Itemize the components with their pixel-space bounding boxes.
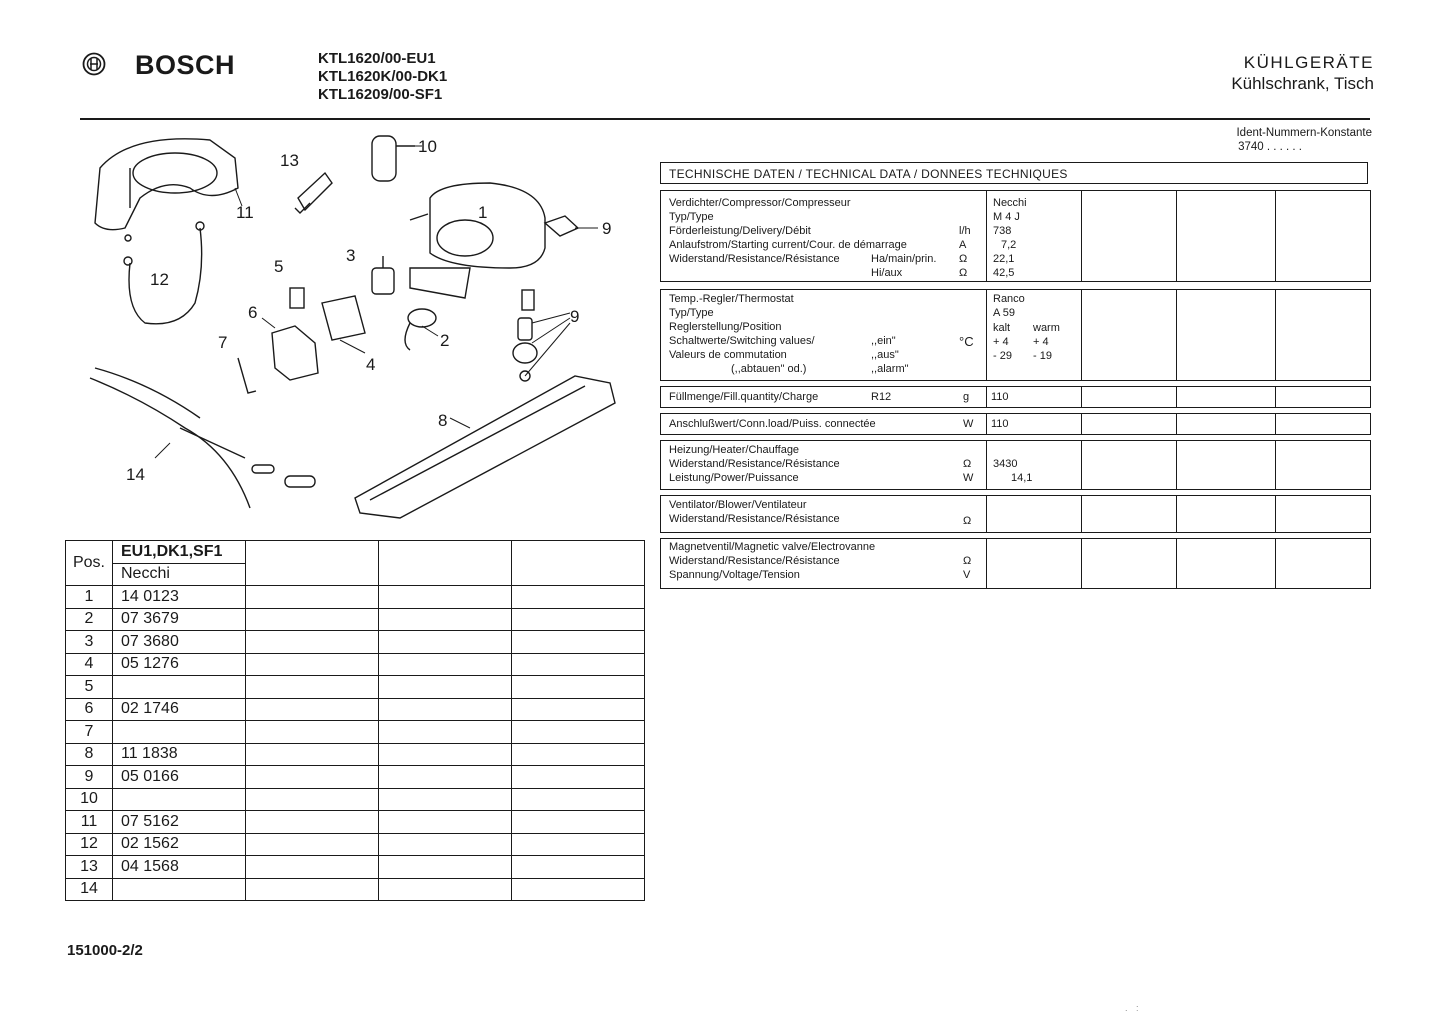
cover-part bbox=[272, 326, 318, 380]
pos-cell: 11 bbox=[66, 811, 113, 834]
empty-cell bbox=[512, 541, 645, 586]
spec-value: + 4 bbox=[1033, 336, 1049, 348]
spec-unit: Ω bbox=[963, 458, 972, 470]
part-number-cell: 07 3680 bbox=[113, 631, 246, 654]
parts-table bbox=[65, 540, 645, 901]
empty-cell bbox=[379, 541, 512, 586]
spec-label: Widerstand/Resistance/Résistance bbox=[669, 253, 840, 265]
spec-label: Anlaufstrom/Starting current/Cour. de démarrage bbox=[669, 239, 907, 251]
model-number: KTL1620K/00-DK1 bbox=[318, 68, 448, 85]
spec-sublabel: Ha/main/prin. bbox=[871, 253, 937, 265]
spec-label: Widerstand/Resistance/Résistance bbox=[669, 513, 840, 525]
spec-value: Necchi bbox=[993, 197, 1027, 209]
ident-label: Ident-Nummern-Konstante bbox=[1236, 127, 1372, 139]
table-row bbox=[66, 586, 645, 609]
spec-value: 110 bbox=[991, 391, 1009, 403]
table-row bbox=[66, 788, 645, 811]
spec-value: A 59 bbox=[993, 307, 1016, 319]
spec-label: Anschlußwert/Conn.load/Puiss. connectée bbox=[669, 418, 876, 430]
variant-header: EU1,DK1,SF1 bbox=[113, 541, 246, 564]
spec-unit: V bbox=[963, 569, 971, 581]
spec-unit: Ω bbox=[963, 515, 972, 527]
product-category bbox=[1231, 52, 1374, 94]
part-number-cell: 04 1568 bbox=[113, 856, 246, 879]
pos-cell: 13 bbox=[66, 856, 113, 879]
part-number-cell: 07 3679 bbox=[113, 608, 246, 631]
diagram-label: 4 bbox=[366, 355, 376, 374]
pos-cell: 3 bbox=[66, 631, 113, 654]
terminal-block-part bbox=[322, 296, 365, 340]
part-number-cell: 05 1276 bbox=[113, 653, 246, 676]
pos-cell: 5 bbox=[66, 676, 113, 699]
spec-value: 14,1 bbox=[1011, 472, 1033, 484]
brand-name: BOSCH bbox=[135, 50, 236, 80]
spec-label: (,,abtauen" od.) bbox=[731, 363, 807, 375]
spec-unit: A bbox=[959, 239, 967, 251]
spec-sublabel: Hi/aux bbox=[871, 267, 903, 279]
spec-label: Valeurs de commutation bbox=[669, 349, 787, 361]
table-row bbox=[66, 676, 645, 699]
spec-unit: Ω bbox=[959, 253, 968, 265]
capacitor-part bbox=[372, 136, 396, 181]
table-row bbox=[66, 856, 645, 879]
grommet-part bbox=[545, 216, 578, 236]
spec-label: Typ/Type bbox=[669, 307, 714, 319]
connected-load-block bbox=[660, 413, 1371, 435]
diagram-label: 6 bbox=[248, 303, 258, 322]
part-number-cell: 07 5162 bbox=[113, 811, 246, 834]
spec-label: Spannung/Voltage/Tension bbox=[669, 569, 800, 581]
magnetic-valve-block bbox=[660, 538, 1371, 589]
spec-label: Temp.-Regler/Thermostat bbox=[669, 293, 794, 305]
part-number-cell bbox=[113, 676, 246, 699]
spec-label: Füllmenge/Fill.quantity/Charge bbox=[669, 391, 819, 403]
spec-label: Leistung/Power/Puissance bbox=[669, 472, 799, 484]
spec-label: Heizung/Heater/Chauffage bbox=[669, 444, 800, 456]
compressor-part bbox=[430, 183, 545, 268]
tech-data-title: TECHNISCHE DATEN / TECHNICAL DATA / DONNEES TECHNIQUES bbox=[660, 162, 1368, 184]
pos-cell: 4 bbox=[66, 653, 113, 676]
spec-sublabel: ,,ein" bbox=[871, 335, 896, 347]
part-number-cell bbox=[113, 721, 246, 744]
heater-block bbox=[660, 440, 1371, 490]
diagram-label: 7 bbox=[218, 333, 228, 352]
part-number-cell: 05 0166 bbox=[113, 766, 246, 789]
category-title: KÜHLGERÄTE bbox=[1243, 53, 1374, 72]
empty-cell bbox=[246, 541, 379, 586]
exploded-parts-diagram bbox=[70, 128, 660, 533]
model-list bbox=[318, 50, 447, 104]
spec-value: kalt bbox=[993, 322, 1011, 334]
pos-cell: 7 bbox=[66, 721, 113, 744]
spec-value: 738 bbox=[993, 225, 1012, 237]
wire-clip-part bbox=[238, 358, 256, 393]
diagram-label: 14 bbox=[126, 465, 145, 484]
clip-part bbox=[298, 173, 332, 210]
table-row bbox=[66, 698, 645, 721]
ident-value: 3740 . . . . . . bbox=[1238, 141, 1302, 153]
diagram-label: 1 bbox=[478, 203, 488, 222]
spec-sublabel: ,,aus" bbox=[871, 349, 899, 361]
spec-value: Ranco bbox=[993, 293, 1025, 305]
spec-value: - 19 bbox=[1033, 350, 1052, 362]
part-number-cell: 02 1746 bbox=[113, 698, 246, 721]
spec-value: + 4 bbox=[993, 336, 1009, 348]
pos-cell: 12 bbox=[66, 833, 113, 856]
category-subtitle: Kühlschrank, Tisch bbox=[1231, 74, 1374, 93]
spec-unit: W bbox=[963, 472, 974, 484]
spec-label: Magnetventil/Magnetic valve/Electrovanne bbox=[669, 541, 876, 553]
spec-unit: Ω bbox=[963, 555, 972, 567]
diagram-label: 3 bbox=[346, 246, 356, 265]
part-number-cell: 02 1562 bbox=[113, 833, 246, 856]
spec-value: - 29 bbox=[993, 350, 1012, 362]
overload-part bbox=[408, 309, 436, 327]
table-row bbox=[66, 811, 645, 834]
spec-sublabel: R12 bbox=[871, 391, 892, 403]
spec-label: Schaltwerte/Switching values/ bbox=[669, 335, 815, 347]
diagram-label: 10 bbox=[418, 137, 437, 156]
header-divider bbox=[80, 118, 1370, 120]
spec-unit: l/h bbox=[959, 225, 971, 237]
corner-marks: . : bbox=[1125, 1003, 1142, 1013]
table-row bbox=[66, 766, 645, 789]
table-row bbox=[66, 608, 645, 631]
spec-value: 42,5 bbox=[993, 267, 1015, 279]
model-number: KTL16209/00-SF1 bbox=[318, 86, 443, 103]
spec-label: Verdichter/Compressor/Compresseur bbox=[669, 197, 851, 209]
fill-quantity-block bbox=[660, 386, 1371, 408]
diagram-label: 9 bbox=[602, 219, 612, 238]
spec-label: Ventilator/Blower/Ventilateur bbox=[669, 499, 807, 511]
pos-cell: 10 bbox=[66, 788, 113, 811]
ident-block bbox=[1236, 126, 1372, 154]
spec-value: M 4 J bbox=[993, 211, 1020, 223]
spec-unit: W bbox=[963, 418, 974, 430]
relay-part bbox=[372, 268, 394, 294]
support-rail-part bbox=[355, 376, 615, 518]
spec-sublabel: ,,alarm" bbox=[871, 363, 909, 375]
pos-cell: 14 bbox=[66, 878, 113, 901]
diagram-label: 12 bbox=[150, 270, 169, 289]
part-number-cell bbox=[113, 788, 246, 811]
compressor-block bbox=[660, 190, 1371, 282]
diagram-label: 2 bbox=[440, 331, 450, 350]
table-row bbox=[66, 721, 645, 744]
spec-unit: g bbox=[963, 391, 970, 403]
thermostat-block bbox=[660, 289, 1371, 381]
table-row bbox=[66, 631, 645, 654]
maker-header: Necchi bbox=[113, 563, 246, 586]
spec-unit: Ω bbox=[959, 267, 968, 279]
diagram-label: 9 bbox=[570, 307, 580, 326]
spec-label: Förderleistung/Delivery/Débit bbox=[669, 225, 811, 237]
spec-unit: °C bbox=[959, 334, 974, 349]
pos-cell: 2 bbox=[66, 608, 113, 631]
diagram-label: 8 bbox=[438, 411, 448, 430]
blower-block bbox=[660, 495, 1371, 533]
spec-value: 7,2 bbox=[1001, 239, 1017, 251]
spec-value: 110 bbox=[991, 418, 1009, 430]
part-number-cell: 11 1838 bbox=[113, 743, 246, 766]
table-row bbox=[66, 653, 645, 676]
pos-cell: 6 bbox=[66, 698, 113, 721]
pos-header: Pos. bbox=[66, 541, 113, 586]
housing-part bbox=[95, 139, 238, 230]
bosch-armature-logo-icon bbox=[82, 52, 106, 76]
table-row bbox=[66, 743, 645, 766]
diagram-label: 5 bbox=[274, 257, 284, 276]
spec-value: 3430 bbox=[993, 458, 1018, 470]
model-number: KTL1620/00-EU1 bbox=[318, 50, 436, 67]
diagram-label: 13 bbox=[280, 151, 299, 170]
table-row bbox=[66, 878, 645, 901]
spec-value: warm bbox=[1033, 322, 1060, 334]
spec-label: Reglerstellung/Position bbox=[669, 321, 782, 333]
spec-label: Widerstand/Resistance/Résistance bbox=[669, 555, 840, 567]
table-row bbox=[66, 833, 645, 856]
spec-label: Widerstand/Resistance/Résistance bbox=[669, 458, 840, 470]
pos-cell: 8 bbox=[66, 743, 113, 766]
pos-cell: 9 bbox=[66, 766, 113, 789]
spec-value: 22,1 bbox=[993, 253, 1015, 265]
part-number-cell bbox=[113, 878, 246, 901]
diagram-label: 11 bbox=[236, 203, 254, 222]
spec-label: Typ/Type bbox=[669, 211, 714, 223]
bracket-part bbox=[290, 288, 304, 308]
pos-cell: 1 bbox=[66, 586, 113, 609]
document-number: 151000-2/2 bbox=[67, 942, 143, 959]
part-number-cell: 14 0123 bbox=[113, 586, 246, 609]
